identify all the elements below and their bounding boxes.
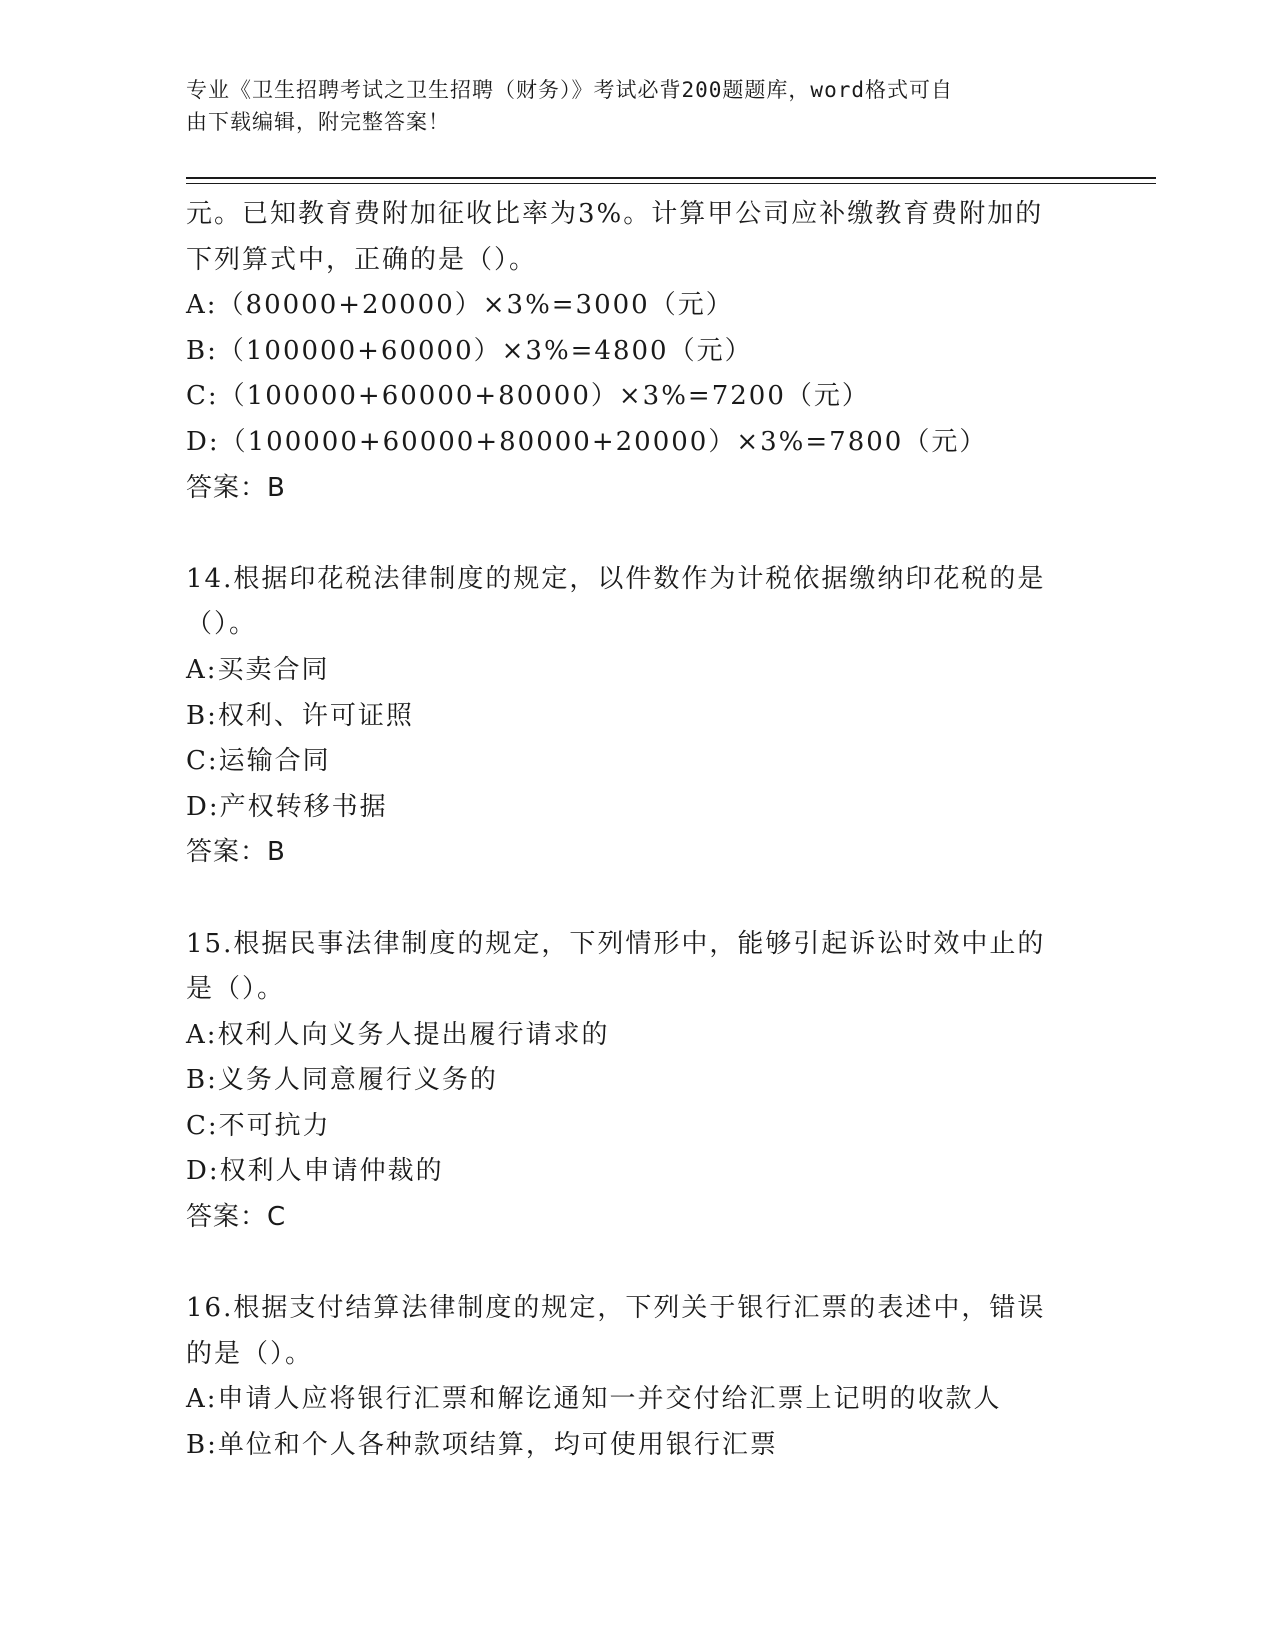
question-stem: 是（）。 bbox=[186, 974, 286, 1005]
answer-label: 答案：B bbox=[186, 837, 286, 868]
header-divider bbox=[186, 177, 1156, 179]
option-b: B:单位和个人各种款项结算，均可使用银行汇票 bbox=[186, 1430, 778, 1461]
header-line-2: 由下载编辑，附完整答案！ bbox=[186, 110, 450, 134]
spacer bbox=[186, 511, 1086, 557]
question-16 bbox=[186, 1286, 1086, 1468]
option-a: A:申请人应将银行汇票和解讫通知一并交付给汇票上记明的收款人 bbox=[186, 1384, 1002, 1415]
question-14 bbox=[186, 557, 1086, 876]
answer-label: 答案：C bbox=[186, 1202, 287, 1233]
option-d: D:权利人申请仲裁的 bbox=[186, 1156, 444, 1187]
answer-label: 答案：B bbox=[186, 472, 286, 503]
option-a: A:买卖合同 bbox=[186, 654, 330, 685]
question-stem: 下列算式中，正确的是（）。 bbox=[186, 244, 538, 275]
option-a: A:（80000+20000）×3%=3000（元） bbox=[186, 290, 734, 321]
question-stem: 14.根据印花税法律制度的规定，以件数作为计税依据缴纳印花税的是 bbox=[186, 563, 1046, 594]
question-list bbox=[186, 192, 1086, 1469]
option-b: B:权利、许可证照 bbox=[186, 700, 414, 731]
question-stem: 元。已知教育费附加征收比率为3%。计算甲公司应补缴教育费附加的 bbox=[186, 199, 1044, 229]
question-stem: （）。 bbox=[186, 609, 258, 640]
option-c: C:不可抗力 bbox=[186, 1110, 331, 1141]
question-15 bbox=[186, 922, 1086, 1241]
header-divider-thin bbox=[186, 183, 1156, 184]
question-stem: 15.根据民事法律制度的规定，下列情形中，能够引起诉讼时效中止的 bbox=[186, 928, 1046, 959]
spacer bbox=[186, 876, 1086, 922]
page-header bbox=[186, 74, 1066, 138]
option-a: A:权利人向义务人提出履行请求的 bbox=[186, 1019, 610, 1050]
question-13 bbox=[186, 192, 1086, 511]
spacer bbox=[186, 1241, 1086, 1287]
option-b: B:（100000+60000）×3%=4800（元） bbox=[186, 335, 753, 366]
question-stem: 16.根据支付结算法律制度的规定，下列关于银行汇票的表述中，错误 bbox=[186, 1293, 1046, 1324]
option-b: B:义务人同意履行义务的 bbox=[186, 1065, 498, 1096]
question-stem: 的是（）。 bbox=[186, 1338, 314, 1369]
header-line-1: 专业《卫生招聘考试之卫生招聘（财务）》考试必背200题题库，word格式可自 bbox=[186, 78, 953, 102]
option-c: C:运输合同 bbox=[186, 746, 331, 777]
option-d: D:（100000+60000+80000+20000）×3%=7800（元） bbox=[186, 426, 988, 457]
option-c: C:（100000+60000+80000）×3%=7200（元） bbox=[186, 381, 870, 412]
option-d: D:产权转移书据 bbox=[186, 791, 388, 822]
